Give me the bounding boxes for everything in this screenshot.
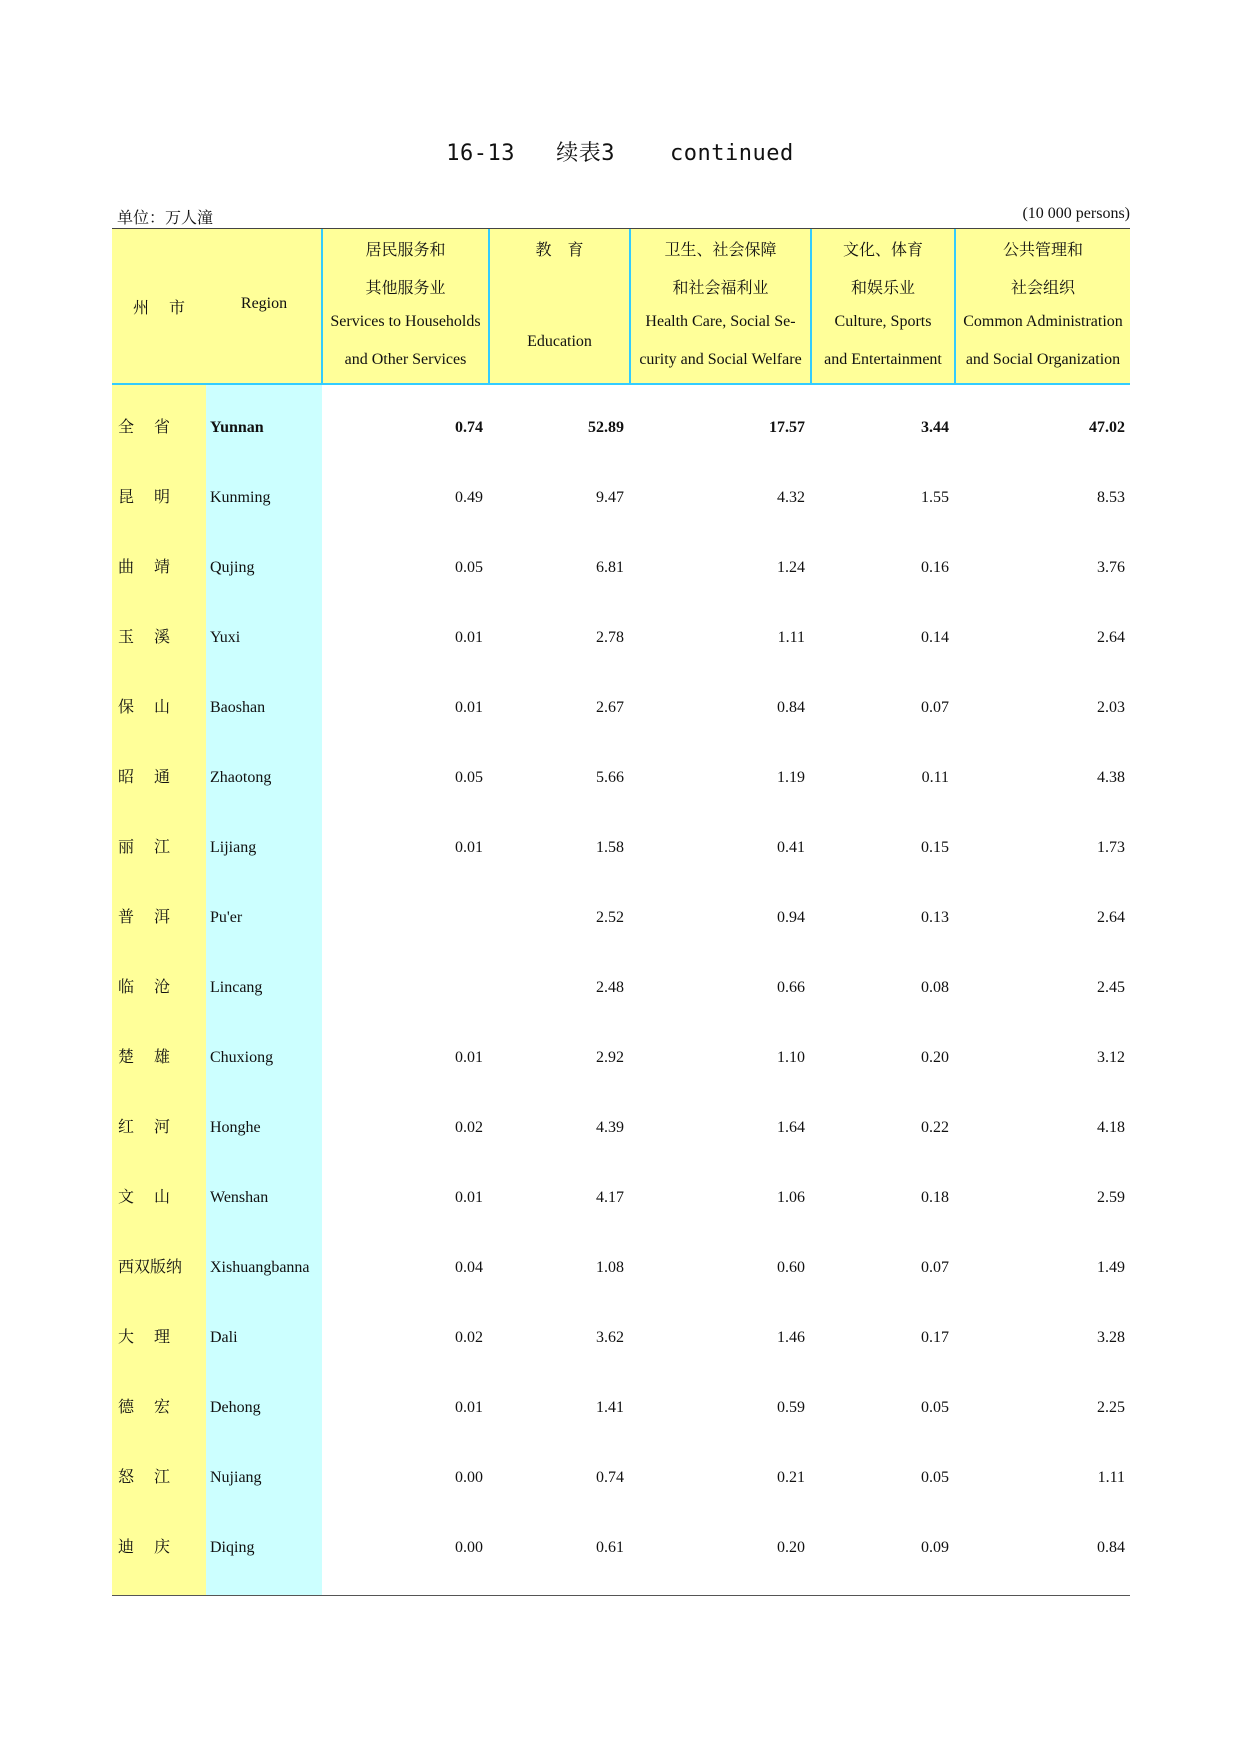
value-cell: 1.24 — [777, 559, 805, 576]
value-cell: 2.59 — [1097, 1189, 1125, 1206]
value-cell: 0.01 — [455, 699, 483, 716]
value-cell: 2.48 — [596, 979, 624, 996]
region-name-en: Yuxi — [210, 629, 241, 646]
region-name-cn: 玉 溪 — [118, 629, 171, 646]
value-cell: 0.05 — [455, 559, 483, 576]
value-cell: 0.22 — [921, 1119, 949, 1136]
region-name-en: Yunnan — [210, 419, 264, 436]
value-cell: 1.08 — [596, 1259, 624, 1276]
header-region-cn: 州 市 — [132, 300, 185, 317]
value-cell: 2.67 — [596, 699, 624, 716]
value-cell: 0.74 — [596, 1469, 624, 1486]
value-cell: 1.55 — [921, 489, 949, 506]
value-cell: 0.14 — [921, 629, 949, 646]
region-name-en: Nujiang — [210, 1469, 262, 1486]
table-number: 16-13 — [446, 141, 516, 166]
value-cell: 4.18 — [1097, 1119, 1125, 1136]
region-name-en: Lijiang — [210, 839, 257, 856]
value-cell: 0.11 — [921, 769, 949, 786]
value-cell: 0.05 — [921, 1469, 949, 1486]
value-cell: 1.11 — [1097, 1469, 1125, 1486]
region-name-en: Lincang — [210, 979, 263, 996]
value-cell: 0.01 — [455, 1189, 483, 1206]
region-name-cn: 临 沧 — [118, 979, 171, 996]
value-cell: 2.45 — [1097, 979, 1125, 996]
value-cell: 0.49 — [455, 489, 483, 506]
table-row — [112, 743, 1130, 813]
region-name-cn: 西双版纳 — [118, 1259, 183, 1276]
region-name-cn: 普 洱 — [118, 909, 171, 926]
value-cell: 0.20 — [777, 1539, 805, 1556]
region-name-en: Qujing — [210, 559, 255, 576]
value-cell: 2.78 — [596, 629, 624, 646]
value-cell: 1.73 — [1097, 839, 1125, 856]
title-en: continued — [670, 141, 794, 166]
region-name-en: Dehong — [210, 1399, 261, 1416]
region-name-en: Pu'er — [210, 909, 243, 926]
region-name-cn: 大 理 — [118, 1329, 171, 1346]
value-cell: 3.44 — [921, 419, 949, 436]
table-title — [0, 136, 1240, 167]
table-row — [112, 463, 1130, 533]
value-cell: 0.07 — [921, 699, 949, 716]
table-row — [112, 1163, 1130, 1233]
value-cell: 0.02 — [455, 1329, 483, 1346]
region-name-en: Kunming — [210, 489, 271, 506]
value-cell: 1.41 — [596, 1399, 624, 1416]
value-cell: 0.61 — [596, 1539, 624, 1556]
unit-label-cn: 单位：万人潼 — [117, 210, 214, 227]
region-name-cn: 昆 明 — [118, 489, 171, 506]
value-cell: 3.12 — [1097, 1049, 1125, 1066]
table-row — [112, 1023, 1130, 1093]
table-row — [112, 953, 1130, 1023]
value-cell: 0.01 — [455, 629, 483, 646]
title-cn: 续表3 — [556, 141, 616, 166]
header-services-households: 居民服务和 其他服务业 Services to Households and Other Services — [330, 242, 481, 368]
region-name-en: Dali — [210, 1329, 238, 1346]
table-row — [112, 603, 1130, 673]
value-cell: 1.19 — [777, 769, 805, 786]
region-name-cn: 怒 江 — [118, 1469, 171, 1486]
value-cell: 3.28 — [1097, 1329, 1125, 1346]
value-cell: 0.20 — [921, 1049, 949, 1066]
value-cell: 0.41 — [777, 839, 805, 856]
value-cell: 0.07 — [921, 1259, 949, 1276]
value-cell: 0.01 — [455, 1049, 483, 1066]
value-cell: 1.58 — [596, 839, 624, 856]
table-row — [112, 1093, 1130, 1163]
value-cell: 0.18 — [921, 1189, 949, 1206]
value-cell: 0.84 — [1097, 1539, 1125, 1556]
value-cell: 0.01 — [455, 839, 483, 856]
value-cell: 52.89 — [588, 419, 624, 436]
value-cell: 0.94 — [777, 909, 805, 926]
value-cell: 1.06 — [777, 1189, 805, 1206]
value-cell: 4.17 — [596, 1189, 624, 1206]
value-cell: 2.03 — [1097, 699, 1125, 716]
header-education: 教 育 Education — [527, 242, 592, 350]
value-cell: 0.00 — [455, 1469, 483, 1486]
region-name-cn: 楚 雄 — [118, 1049, 171, 1066]
value-cell: 47.02 — [1089, 419, 1125, 436]
region-name-cn: 保 山 — [118, 699, 171, 716]
region-name-en: Xishuangbanna — [210, 1259, 310, 1276]
region-name-en: Baoshan — [210, 699, 266, 716]
value-cell: 0.13 — [921, 909, 949, 926]
table-row — [112, 393, 1130, 463]
value-cell: 1.49 — [1097, 1259, 1125, 1276]
value-cell: 0.15 — [921, 839, 949, 856]
value-cell: 4.39 — [596, 1119, 624, 1136]
value-cell: 0.05 — [921, 1399, 949, 1416]
value-cell: 0.16 — [921, 559, 949, 576]
table-row — [112, 883, 1130, 953]
region-name-en: Diqing — [210, 1539, 255, 1556]
value-cell: 0.66 — [777, 979, 805, 996]
value-cell: 0.02 — [455, 1119, 483, 1136]
value-cell: 0.84 — [777, 699, 805, 716]
header-region-en: Region — [240, 295, 288, 312]
region-name-cn: 迪 庆 — [118, 1539, 171, 1556]
value-cell: 8.53 — [1097, 489, 1125, 506]
unit-label-en: (10 000 persons) — [1022, 205, 1130, 222]
value-cell: 0.74 — [455, 419, 483, 436]
value-cell: 2.52 — [596, 909, 624, 926]
region-name-en: Zhaotong — [210, 769, 272, 786]
value-cell: 4.38 — [1097, 769, 1125, 786]
value-cell: 1.10 — [777, 1049, 805, 1066]
region-name-cn: 昭 通 — [118, 769, 171, 786]
table-body — [112, 385, 1130, 1596]
region-name-cn: 文 山 — [118, 1189, 171, 1206]
region-name-cn: 全 省 — [118, 419, 171, 436]
value-cell: 5.66 — [596, 769, 624, 786]
value-cell: 0.21 — [777, 1469, 805, 1486]
table-header — [112, 228, 1130, 385]
table-row — [112, 1233, 1130, 1303]
value-cell: 2.25 — [1097, 1399, 1125, 1416]
table-row — [112, 1513, 1130, 1583]
region-name-cn: 曲 靖 — [118, 559, 171, 576]
table-row — [112, 673, 1130, 743]
table-row — [112, 533, 1130, 603]
data-table — [112, 228, 1130, 1596]
region-name-cn: 丽 江 — [118, 839, 171, 856]
value-cell: 0.59 — [777, 1399, 805, 1416]
region-name-en: Honghe — [210, 1119, 261, 1136]
value-cell: 2.92 — [596, 1049, 624, 1066]
value-cell: 0.60 — [777, 1259, 805, 1276]
header-health-care: 卫生、社会保障 和社会福利业 Health Care, Social Se- curity and Social Welfare — [639, 242, 802, 368]
table-row — [112, 1443, 1130, 1513]
header-culture-sports: 文化、体育 和娱乐业 Culture, Sports and Entertainment — [824, 242, 942, 368]
value-cell: 3.76 — [1097, 559, 1125, 576]
table-row — [112, 1303, 1130, 1373]
region-name-cn: 红 河 — [118, 1119, 171, 1136]
value-cell: 17.57 — [769, 419, 805, 436]
value-cell: 6.81 — [596, 559, 624, 576]
value-cell: 0.08 — [921, 979, 949, 996]
value-cell: 1.11 — [777, 629, 805, 646]
value-cell: 1.46 — [777, 1329, 805, 1346]
region-name-en: Chuxiong — [210, 1049, 274, 1066]
value-cell: 2.64 — [1097, 629, 1125, 646]
value-cell: 0.00 — [455, 1539, 483, 1556]
value-cell: 3.62 — [596, 1329, 624, 1346]
value-cell: 1.64 — [777, 1119, 805, 1136]
table-row — [112, 1373, 1130, 1443]
value-cell: 0.09 — [921, 1539, 949, 1556]
value-cell: 2.64 — [1097, 909, 1125, 926]
value-cell: 0.01 — [455, 1399, 483, 1416]
value-cell: 0.05 — [455, 769, 483, 786]
header-public-administration: 公共管理和 社会组织 Common Administration and Social Organization — [963, 242, 1123, 368]
value-cell: 0.17 — [921, 1329, 949, 1346]
value-cell: 4.32 — [777, 489, 805, 506]
region-name-cn: 德 宏 — [118, 1399, 171, 1416]
value-cell: 9.47 — [596, 489, 624, 506]
region-name-en: Wenshan — [210, 1189, 269, 1206]
value-cell: 0.04 — [455, 1259, 483, 1276]
table-row — [112, 813, 1130, 883]
